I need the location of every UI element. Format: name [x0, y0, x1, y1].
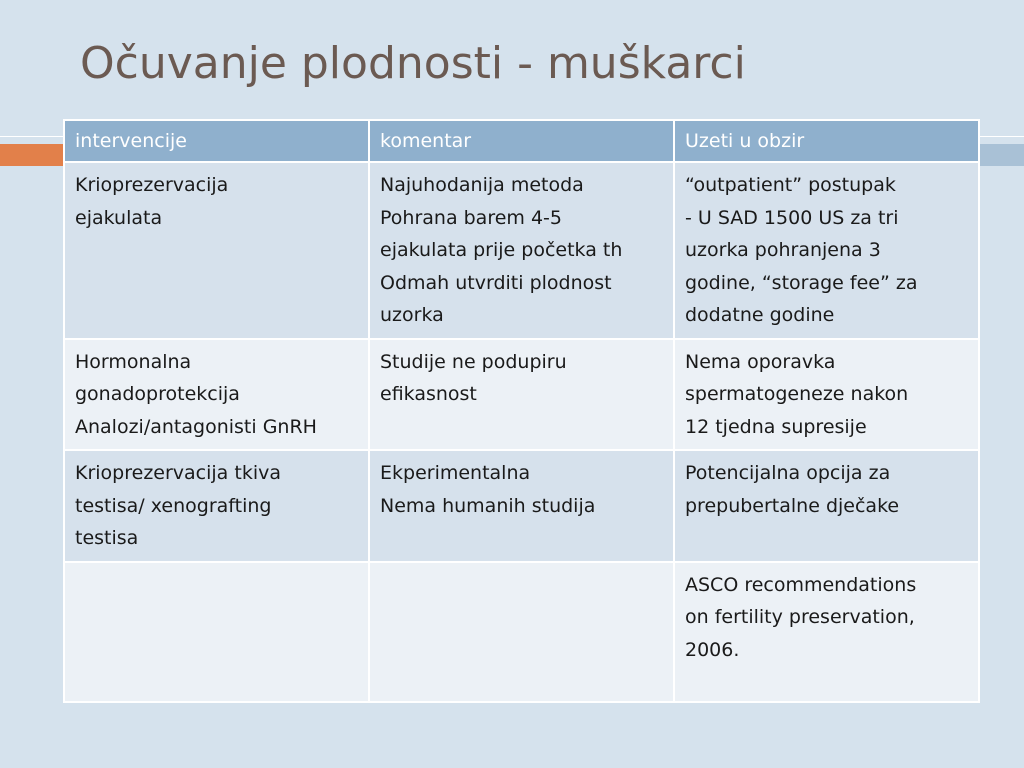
cell-line: gonadoprotekcija — [75, 383, 240, 405]
cell-line: Nema oporavka — [685, 350, 836, 373]
table-row — [64, 339, 979, 451]
cell-line: efikasnost — [380, 383, 477, 405]
table-row — [64, 562, 979, 702]
cell-line: Ekperimentalna — [380, 462, 531, 484]
cell-line: Analozi/antagonisti GnRH — [75, 415, 317, 438]
cell-line: Studije ne podupiru — [380, 350, 567, 373]
cell-line: dodatne godine — [685, 304, 835, 326]
cell-line: testisa/ xenografting — [75, 494, 272, 517]
cell-line: on fertility preservation, — [685, 606, 915, 628]
cell-line: Odmah utvrditi plodnost — [380, 271, 612, 294]
accent-line-right — [978, 136, 1024, 137]
cell-intervention — [64, 162, 369, 339]
cell-line: Krioprezervacija tkiva — [75, 462, 281, 484]
accent-bar-left — [0, 144, 64, 166]
cell-consider — [674, 450, 979, 562]
cell-line: uzorka pohranjena 3 — [685, 239, 881, 261]
cell-line: Pohrana barem 4-5 — [380, 206, 562, 229]
cell-line: 12 tjedna supresije — [685, 415, 867, 438]
header-intervencije: intervencije — [64, 120, 369, 162]
table-row — [64, 450, 979, 562]
cell-line: Najuhodanija metoda — [380, 174, 584, 196]
cell-comment — [369, 339, 674, 451]
cell-line: Hormonalna — [75, 350, 192, 373]
accent-line-left — [0, 136, 64, 137]
fertility-table — [63, 119, 980, 703]
header-komentar: komentar — [369, 120, 674, 162]
table-row — [64, 162, 979, 339]
cell-line: - U SAD 1500 US za tri — [685, 206, 899, 229]
cell-comment — [369, 450, 674, 562]
cell-line: ejakulata prije početka th — [380, 239, 623, 261]
cell-consider — [674, 562, 979, 702]
cell-line: Krioprezervacija — [75, 174, 229, 196]
cell-line: testisa — [75, 527, 139, 549]
cell-comment — [369, 162, 674, 339]
cell-line: godine, “storage fee” za — [685, 271, 918, 294]
cell-line: Potencijalna opcija za — [685, 462, 891, 484]
accent-bar-right — [978, 144, 1024, 166]
cell-line: uzorka — [380, 304, 444, 326]
cell-intervention — [64, 450, 369, 562]
cell-line: 2006. — [685, 638, 740, 661]
cell-line: Nema humanih studija — [380, 494, 596, 517]
cell-line: prepubertalne dječake — [685, 494, 900, 517]
cell-line: “outpatient” postupak — [685, 174, 896, 196]
table-header-row — [64, 120, 979, 162]
cell-line: ejakulata — [75, 206, 163, 229]
cell-intervention — [64, 339, 369, 451]
cell-consider — [674, 162, 979, 339]
cell-intervention-empty — [64, 562, 369, 702]
header-uzeti-u-obzir: Uzeti u obzir — [674, 120, 979, 162]
cell-consider — [674, 339, 979, 451]
slide-title: Očuvanje plodnosti - muškarci — [80, 38, 746, 89]
cell-line: spermatogeneze nakon — [685, 383, 909, 405]
cell-line: ASCO recommendations — [685, 573, 917, 596]
cell-comment-empty — [369, 562, 674, 702]
